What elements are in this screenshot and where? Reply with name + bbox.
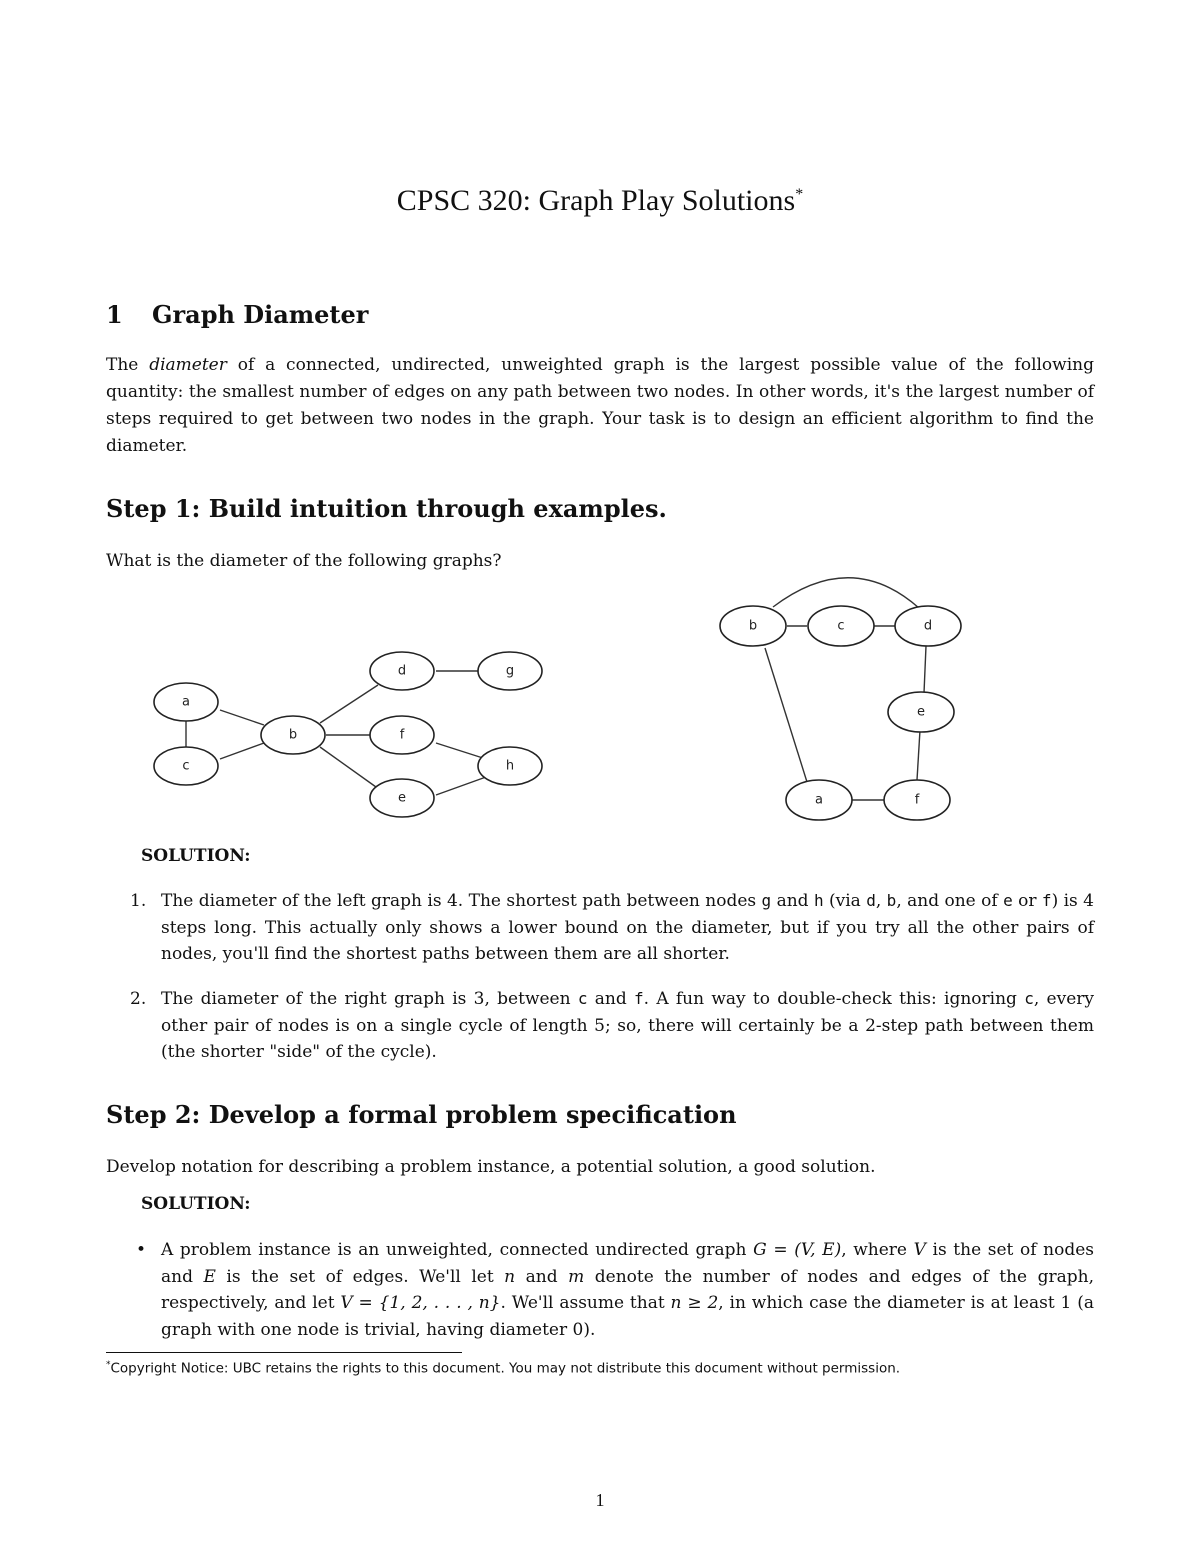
section-title: Graph Diameter <box>152 300 369 329</box>
node-c-label: c <box>182 758 190 774</box>
copyright-footnote <box>106 1360 900 1377</box>
left-graph <box>150 645 550 825</box>
edge-b-d <box>320 685 378 723</box>
node-ref: g <box>761 891 772 910</box>
node-ref: b <box>886 891 897 910</box>
node-h-label: h <box>505 758 515 774</box>
node-ref: h <box>813 891 824 910</box>
node-e-label: e <box>398 790 406 806</box>
node-ref: e <box>1003 891 1013 910</box>
node-b <box>261 716 325 754</box>
list-marker: 1. <box>130 891 147 911</box>
math-expr: n <box>504 1266 516 1287</box>
footnote-rule <box>106 1352 462 1353</box>
solution-item-1 <box>130 888 1094 968</box>
node-e <box>888 692 954 732</box>
edge-b-d <box>773 578 919 608</box>
edge-f-h <box>436 743 486 759</box>
node-d-label: d <box>923 618 933 634</box>
node-b <box>720 606 786 646</box>
section-number: 1 <box>106 300 123 329</box>
bullet-marker: • <box>136 1240 147 1260</box>
edge-e-f <box>917 730 920 780</box>
math-expr: m <box>568 1266 585 1287</box>
diameter-term: diameter <box>149 355 227 375</box>
node-d-label: d <box>397 663 407 679</box>
solution-item-2-text: The diameter of the right graph is 3, between c and f. A fun way to double-check this: ignoring c, every other pair of nodes is on a single cycle of length 5; so, there will certainly be a 2-step path between them (the shorter "side" of the cycle). <box>161 989 1094 1062</box>
step2-prompt: Develop notation for describing a problem instance, a potential solution, a good solution. <box>106 1157 876 1177</box>
node-ref: c <box>1024 989 1034 1008</box>
node-b-label: b <box>288 727 298 743</box>
math-expr: V = {1, 2, . . . , n} <box>340 1293 501 1313</box>
intro-text-start: The <box>106 355 150 375</box>
node-d <box>895 606 961 646</box>
title-text: CPSC 320: Graph Play Solutions <box>396 184 796 217</box>
math-expr: G = (V, E) <box>753 1240 842 1260</box>
intro-paragraph <box>106 352 1094 460</box>
node-d <box>370 652 434 690</box>
node-ref: d <box>866 891 876 910</box>
step1-heading: Step 1: Build intuition through examples. <box>106 494 667 523</box>
node-e <box>370 779 434 817</box>
footnote-mark: * <box>106 1360 111 1370</box>
node-f <box>884 780 950 820</box>
solution-item-1-text: The diameter of the left graph is 4. The shortest path between nodes g and h (via d, b, and one of e or f) is 4 steps long. This actually only shows a lower bound on the diameter, but if you try all the other pairs of nodes, you'll find the shortest paths between them are all shorter. <box>161 891 1094 964</box>
math-expr: V <box>913 1240 926 1260</box>
left-graph-edges <box>186 671 486 795</box>
node-a <box>154 683 218 721</box>
spec-bullet-item <box>130 1237 1094 1343</box>
step2-heading: Step 2: Develop a formal problem specification <box>106 1100 737 1129</box>
edge-a-b <box>220 710 264 725</box>
step1-solution-label: SOLUTION: <box>141 846 251 866</box>
node-c-label: c <box>837 618 845 634</box>
edge-d-e <box>924 646 926 693</box>
right-graph <box>715 570 965 825</box>
node-g-label: g <box>505 663 515 679</box>
edge-b-a <box>765 648 807 782</box>
node-b-label: b <box>748 618 758 634</box>
intro-text-rest: of a connected, undirected, unweighted graph is the largest possible value of the following quantity: the smallest number of edges on any path between two nodes. In other words, it's the largest number of steps required to get between two nodes in the graph. Your task is to design an efficient algorithm to find the diameter. <box>106 355 1094 456</box>
node-ref: f <box>634 989 644 1008</box>
node-g <box>478 652 542 690</box>
page-number: 1 <box>595 1490 605 1510</box>
node-f-label: f <box>399 727 405 743</box>
step2-solution-label: SOLUTION: <box>141 1194 251 1214</box>
list-marker: 2. <box>130 989 147 1009</box>
node-a-label: a <box>815 792 823 808</box>
math-expr: n ≥ 2 <box>670 1293 719 1313</box>
edge-e-h <box>436 777 486 795</box>
title-footnote-mark: * <box>795 186 804 203</box>
footnote-text: Copyright Notice: UBC retains the rights to this document. You may not distribute this document without permission. <box>110 1360 901 1377</box>
edge-c-b <box>220 743 264 759</box>
section-heading <box>106 300 368 329</box>
node-c <box>154 747 218 785</box>
node-ref: f <box>1041 891 1052 910</box>
node-f-label: f <box>914 792 920 808</box>
node-a <box>786 780 852 820</box>
node-h <box>478 747 542 785</box>
node-e-label: e <box>917 704 925 720</box>
page-title <box>0 184 1200 218</box>
node-ref: c <box>577 989 588 1008</box>
node-a-label: a <box>182 694 190 710</box>
math-expr: E <box>203 1266 216 1287</box>
node-f <box>370 716 434 754</box>
spec-bullet-text: A problem instance is an unweighted, connected undirected graph G = (V, E), where V is the set of nodes and E is the set of edges. We'll let n and m denote the number of nodes and edges of the graph, respectively, and let V = {1, 2, . . . , n}. We'll assume that n ≥ 2, in which case the diameter is at least 1 (a graph with one node is trivial, having diameter 0). <box>161 1240 1094 1340</box>
step1-prompt: What is the diameter of the following graphs? <box>106 551 502 571</box>
edge-b-e <box>320 747 376 787</box>
solution-item-2 <box>130 986 1094 1066</box>
node-c <box>808 606 874 646</box>
